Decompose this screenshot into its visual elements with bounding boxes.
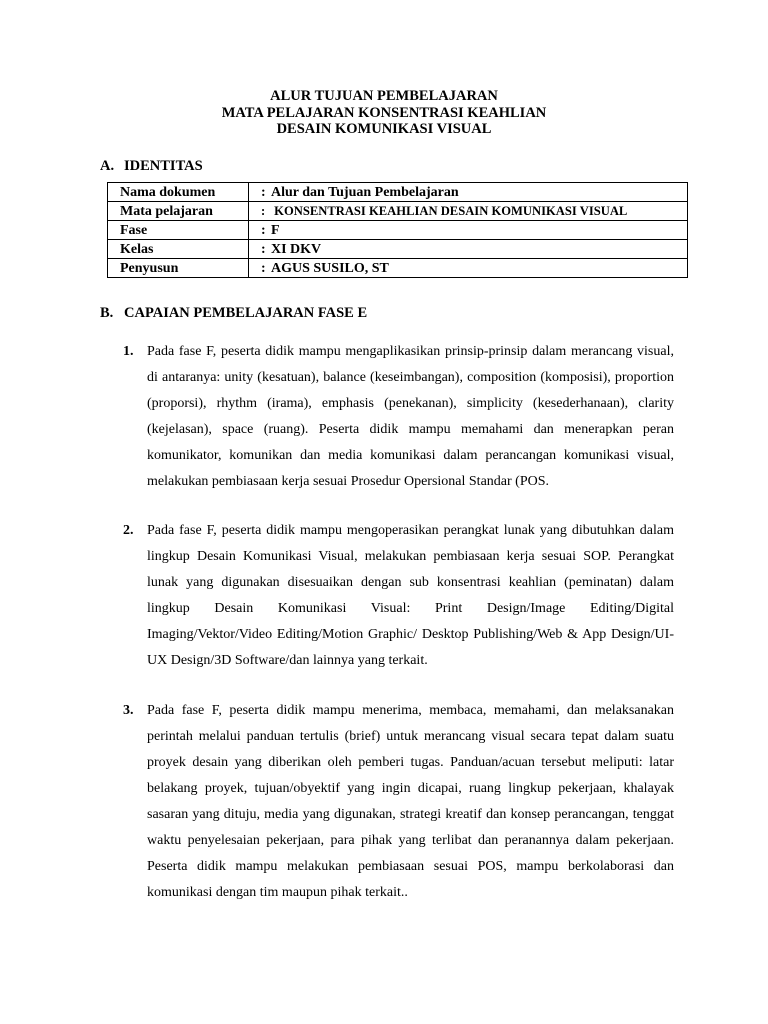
list-item-number: 3. [123, 703, 134, 718]
table-row [108, 240, 688, 259]
section-b-heading [100, 305, 367, 322]
section-a-heading [100, 158, 203, 175]
row-value-text: Alur dan Tujuan Pembelajaran [271, 184, 459, 200]
section-b-letter: B. [100, 305, 114, 321]
row-label-kelas: Kelas [108, 240, 249, 259]
table-row [108, 259, 688, 278]
list-item-text: Pada fase F, peserta didik mampu mengoperasikan perangkat lunak yang dibutuhkan dalam lingkup Desain Komunikasi Visual, melakukan pembiasaan kerja sesuai SOP. Perangkat lunak yang digunakan disesuaikan dengan sub konsentrasi keahlian (peminatan) dalam lingkup Desain Komunikasi Visual: Print Design/Image Editing/Digital Imaging/Vektor/Video Editing/Motion Graphic/ Desktop Publishing/Web & App Design/UI-UX Design/3D Software/dan lainnya yang terkait. [147, 523, 674, 668]
row-value-text: KONSENTRASI KEAHLIAN DESAIN KOMUNIKASI VISUAL [271, 203, 628, 218]
row-separator: : [261, 241, 266, 257]
row-value-text: AGUS SUSILO, ST [271, 260, 389, 276]
row-label-nama-dokumen: Nama dokumen [108, 183, 249, 202]
title-line-3: DESAIN KOMUNIKASI VISUAL [276, 121, 492, 137]
table-row [108, 221, 688, 240]
row-label-penyusun: Penyusun [108, 259, 249, 278]
title-line-2: MATA PELAJARAN KONSENTRASI KEAHLIAN [221, 104, 547, 121]
title-line-1: ALUR TUJUAN PEMBELAJARAN [270, 88, 498, 104]
list-item-text: Pada fase F, peserta didik mampu mengaplikasikan prinsip-prinsip dalam merancang visual, di antaranya: unity (kesatuan), balance (keseimbangan), composition (komposisi), proportion (proporsi), rhythm (irama), emphasis (penekanan), simplicity (kesederhanaan), clarity (kejelasan), space (ruang). Peserta didik mampu memahami dan menerapkan peran komunikator, komunikan dan media komunikasi dalam perancangan komunikasi visual, melakukan pembiasaan kerja sesuai Prosedur Opersional Standar (POS. [147, 344, 674, 489]
row-value-fase [249, 221, 688, 240]
row-separator: : [261, 203, 266, 218]
document-title [0, 88, 768, 138]
identity-table [107, 182, 688, 278]
row-value-mata-pelajaran [249, 202, 688, 221]
row-value-text: XI DKV [271, 241, 322, 257]
row-separator: : [261, 260, 266, 276]
row-value-penyusun [249, 259, 688, 278]
row-separator: : [261, 184, 266, 200]
list-item-text: Pada fase F, peserta didik mampu menerima, membaca, memahami, dan melaksanakan perintah melalui panduan tertulis (brief) untuk merancang visual secara tepat dalam suatu proyek desain yang diberikan oleh pemberi tugas. Panduan/acuan tersebut meliputi: latar belakang proyek, tujuan/obyektif yang ingin dicapai, ruang lingkup pekerjaan, khalayak sasaran yang dituju, media yang digunakan, strategi kreatif dan konsep perancangan, tenggat waktu penyelesaian pekerjaan, para pihak yang terlibat dan peranannya dalam pekerjaan. Peserta didik mampu melakukan pembiasaan sesuai POS, mampu berkolaborasi dan komunikasi dengan tim maupun pihak terkait.. [147, 703, 674, 900]
section-b-title: CAPAIAN PEMBELAJARAN FASE E [124, 305, 368, 321]
row-value-kelas [249, 240, 688, 259]
row-value-text: F [271, 222, 280, 238]
section-a-letter: A. [100, 158, 115, 174]
table-row [108, 202, 688, 221]
list-item-number: 1. [123, 344, 134, 359]
row-separator: : [261, 222, 266, 238]
row-label-mata-pelajaran: Mata pelajaran [108, 202, 249, 221]
section-a-title: IDENTITAS [124, 158, 203, 174]
list-item-number: 2. [123, 523, 134, 538]
table-row [108, 183, 688, 202]
row-label-fase: Fase [108, 221, 249, 240]
row-value-nama-dokumen [249, 183, 688, 202]
